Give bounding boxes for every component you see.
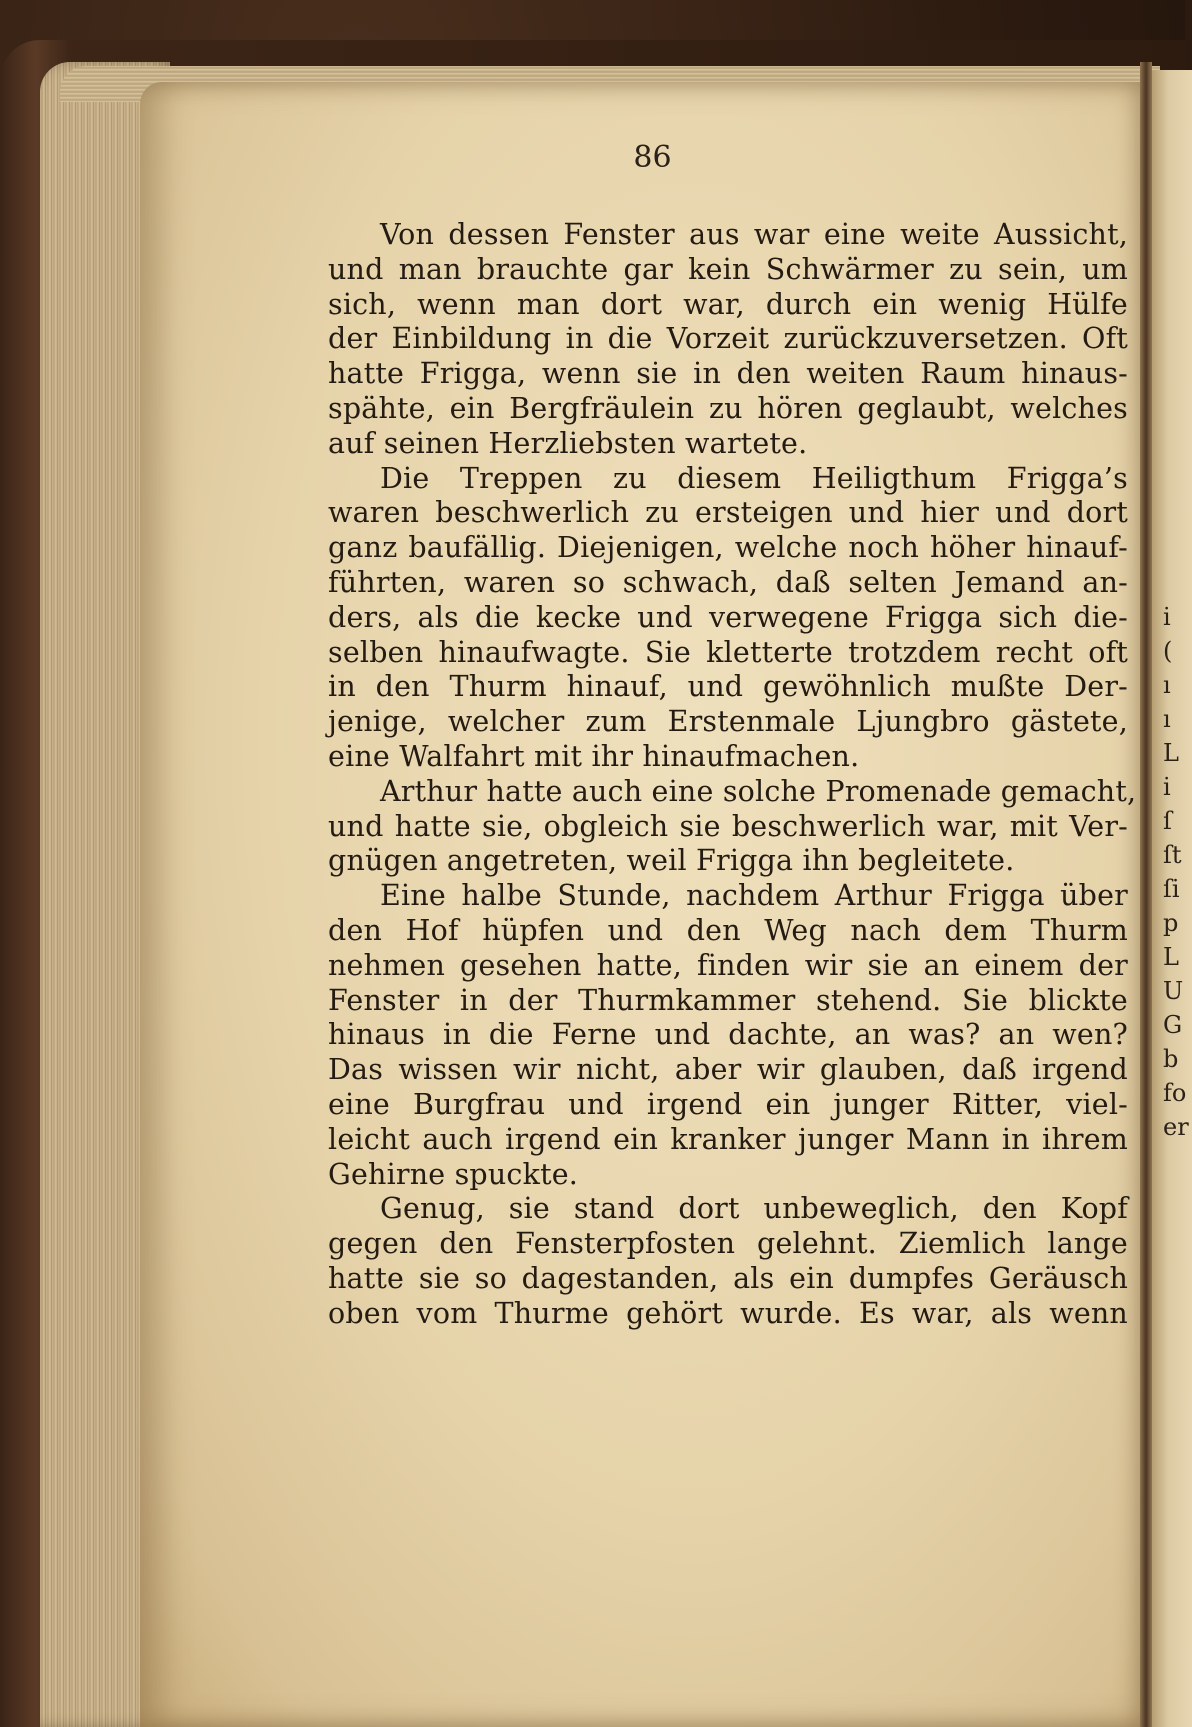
text-line: den Hof hüpfen und den Weg nach dem Thurm bbox=[328, 913, 1128, 947]
text-line: gnügen angetreten, weil Frigga ihn begleitete. bbox=[328, 844, 1015, 878]
text-line: selben hinaufwagte. Sie kletterte trotzdem recht oft bbox=[328, 635, 1128, 669]
text-line: sich, wenn man dort war, durch ein wenig Hülfe bbox=[328, 287, 1128, 321]
text-line: ganz baufällig. Diejenigen, welche noch höher hinauf- bbox=[328, 531, 1128, 565]
text-line: in den Thurm hinauf, und gewöhnlich mußte Der- bbox=[328, 670, 1128, 704]
edge-fragment: G bbox=[1163, 1011, 1183, 1039]
text-line: ders, als die kecke und verwegene Frigga sich die- bbox=[328, 600, 1128, 634]
text-line: eine Burgfrau und irgend ein junger Ritter, viel- bbox=[328, 1087, 1128, 1121]
text-line: führten, waren so schwach, daß selten Jemand an- bbox=[328, 565, 1128, 599]
text-line: und man brauchte gar kein Schwärmer zu sein, um bbox=[328, 252, 1128, 286]
text-line: oben vom Thurme gehört wurde. Es war, als wenn bbox=[328, 1296, 1128, 1330]
text-line: leicht auch irgend ein kranker junger Mann in ihrem bbox=[328, 1122, 1128, 1156]
text-line: Arthur hatte auch eine solche Promenade gemacht, bbox=[380, 774, 1137, 808]
text-line: Gehirne spuckte. bbox=[328, 1157, 579, 1191]
edge-fragment: ı bbox=[1163, 671, 1171, 699]
page-text bbox=[328, 218, 1137, 1332]
text-line: Eine halbe Stunde, nachdem Arthur Frigga über bbox=[380, 879, 1128, 913]
text-line: Fenster in der Thurmkammer stehend. Sie blickte bbox=[328, 983, 1128, 1017]
text-line: gegen den Fensterpfosten gelehnt. Ziemlich lange bbox=[328, 1227, 1128, 1261]
text-line: hatte Frigga, wenn sie in den weiten Raum hinaus- bbox=[328, 357, 1128, 391]
facing-page-fragments bbox=[1163, 600, 1189, 1144]
text-line: Von dessen Fenster aus war eine weite Aussicht, bbox=[380, 218, 1128, 251]
text-line: Die Treppen zu diesem Heiligthum Frigga’s bbox=[380, 461, 1128, 495]
edge-fragment: er bbox=[1163, 1113, 1189, 1141]
edge-fragment: ( bbox=[1163, 637, 1173, 665]
text-line: Das wissen wir nicht, aber wir glauben, daß irgend bbox=[328, 1053, 1128, 1087]
text-line: hatte sie so dagestanden, als ein dumpfes Geräusch bbox=[328, 1261, 1128, 1295]
edge-fragment: U bbox=[1163, 977, 1184, 1005]
book-gutter bbox=[1140, 62, 1152, 1727]
edge-fragment: b bbox=[1163, 1045, 1179, 1073]
edge-fragment: p bbox=[1163, 909, 1179, 937]
text-line: waren beschwerlich zu ersteigen und hier und dort bbox=[328, 496, 1128, 530]
text-line: eine Walfahrt mit ihr hinaufmachen. bbox=[328, 739, 860, 773]
text-line: und hatte sie, obgleich sie beschwerlich war, mit Ver- bbox=[328, 809, 1128, 843]
edge-fragment: ſt bbox=[1163, 841, 1182, 869]
edge-fragment: L bbox=[1163, 739, 1179, 767]
edge-fragment: i bbox=[1163, 773, 1171, 801]
edge-fragment: L bbox=[1163, 943, 1179, 971]
text-line: der Einbildung in die Vorzeit zurückzuversetzen. Oft bbox=[328, 322, 1128, 356]
text-line: auf seinen Herzliebsten wartete. bbox=[328, 426, 808, 460]
edge-fragment: fo bbox=[1163, 1079, 1187, 1107]
edge-fragment: ſ bbox=[1163, 807, 1172, 835]
text-line: spähte, ein Bergfräulein zu hören geglaubt, welches bbox=[328, 391, 1128, 425]
edge-fragment: ſi bbox=[1163, 875, 1180, 903]
edge-fragment: ı bbox=[1163, 705, 1171, 733]
edge-fragment: i bbox=[1163, 603, 1171, 631]
text-line: jenige, welcher zum Erstenmale Ljungbro gästete, bbox=[328, 705, 1128, 739]
text-line: hinaus in die Ferne und dachte, an was? an wen? bbox=[328, 1018, 1128, 1052]
text-line: Genug, sie stand dort unbeweglich, den Kopf bbox=[380, 1192, 1128, 1226]
page-number: 86 bbox=[633, 140, 672, 175]
text-line: nehmen gesehen hatte, finden wir sie an einem der bbox=[328, 948, 1128, 982]
